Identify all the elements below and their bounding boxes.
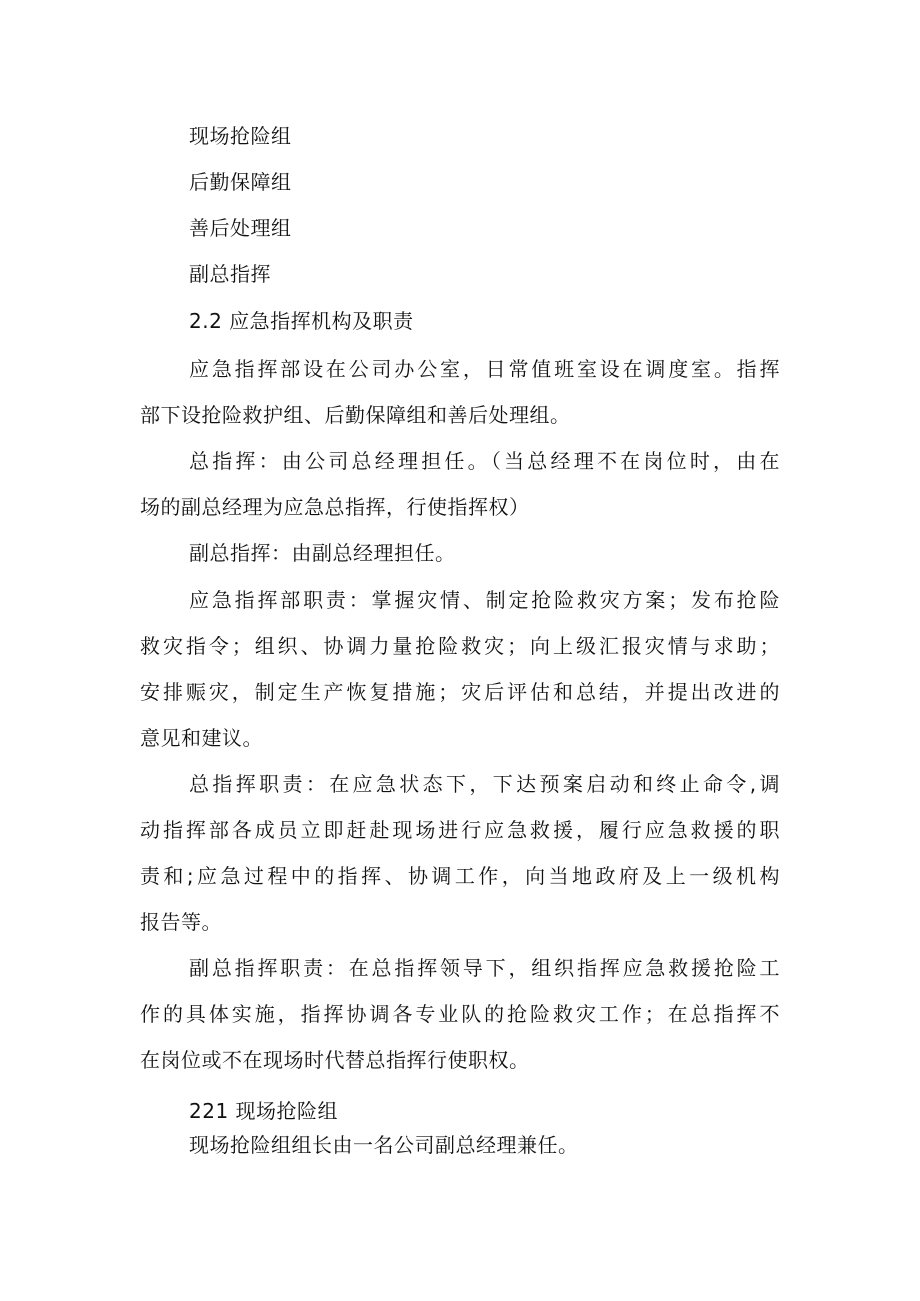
paragraph-line: 副总指挥职责：在总指挥领导下，组织指挥应急救援抢险工 [189,956,780,980]
paragraph-line: 安排赈灾，制定生产恢复措施；灾后评估和总结，并提出改进的 [140,680,780,704]
org-item-logistics-team: 后勤保障组 [189,170,292,194]
paragraph-line: 救灾指令；组织、协调力量抢险救灾；向上级汇报灾情与求助； [140,634,780,658]
paragraph-line: 副总指挥：由副总经理担任。 [189,541,456,565]
paragraph-line: 作的具体实施，指挥协调各专业队的抢险救灾工作；在总指挥不 [140,1002,780,1026]
paragraph-line: 部下设抢险救护组、后勤保障组和善后处理组。 [140,403,571,427]
paragraph-line: 总指挥：由公司总经理担任。（当总经理不在岗位时，由在 [189,449,780,473]
paragraph-line: 应急指挥部设在公司办公室，日常值班室设在调度室。指挥 [189,357,780,381]
section-heading-221: 221 现场抢险组 [189,1099,339,1123]
org-item-rescue-team: 现场抢险组 [189,124,292,148]
org-item-deputy-commander: 副总指挥 [189,262,271,286]
org-item-aftermath-team: 善后处理组 [189,216,292,240]
paragraph-line: 场的副总经理为应急总指挥，行使指挥权） [140,495,530,519]
paragraph-line: 现场抢险组组长由一名公司副总经理兼任。 [189,1133,579,1157]
paragraph-line: 责和;应急过程中的指挥、协调工作，向当地政府及上一级机构 [140,864,780,888]
section-heading-2-2: 2.2 应急指挥机构及职责 [189,309,414,333]
paragraph-line: 动指挥部各成员立即赶赴现场进行应急救援，履行应急救援的职 [140,818,780,842]
paragraph-line: 报告等。 [140,910,222,934]
paragraph-line: 在岗位或不在现场时代替总指挥行使职权。 [140,1048,530,1072]
paragraph-line: 应急指挥部职责：掌握灾情、制定抢险救灾方案；发布抢险 [189,588,780,612]
paragraph-line: 总指挥职责：在应急状态下，下达预案启动和终止命令,调 [189,772,780,796]
paragraph-line: 意见和建议。 [140,726,263,750]
